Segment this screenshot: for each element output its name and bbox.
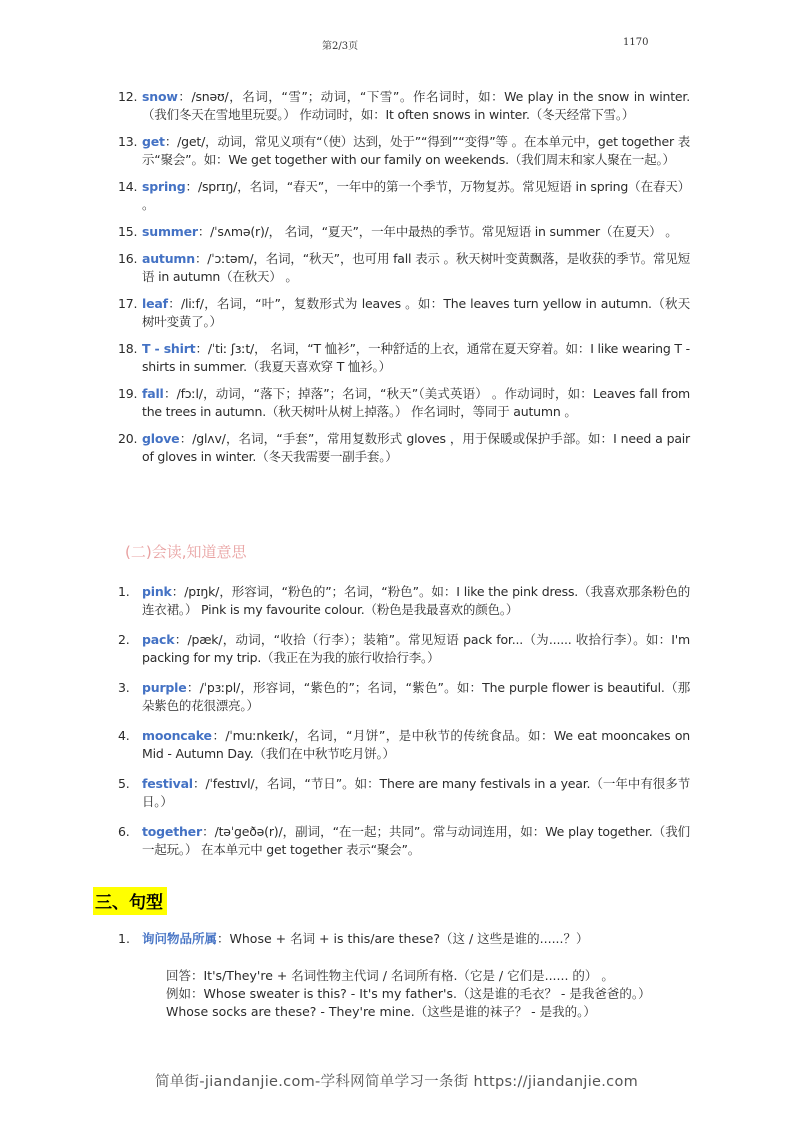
vocab-word: mooncake [142,728,212,743]
item-number: 17. [118,296,138,311]
sub-heading: (二)会读,知道意思 [125,543,247,561]
vocab-item [118,631,690,667]
item-body [142,223,690,241]
item-number: 4. [118,728,130,743]
vocab-word: leaf [142,296,168,311]
sentence-pattern [118,930,690,948]
item-number: 14. [118,179,138,194]
vocab-item [118,178,690,214]
vocab-definition: ：/get/，动词，常见义项有“（使）达到，处于”“得到”“变得”等 。在本单元中，get together 表示“聚会”。如：We get together with our family on weekends.（我们周末和家人聚在一起。） [142,134,690,167]
vocab-definition: ：/liːf/，名词，“叶”，复数形式为 leaves 。如：The leaves turn yellow in autumn.（秋天树叶变黄了。） [142,296,690,329]
item-number: 16. [118,251,138,266]
item-body [142,631,690,667]
item-body [142,727,690,763]
vocab-definition: ：/glʌv/，名词，“手套”，常用复数形式 gloves ，用于保暖或保护手部。如：I need a pair of gloves in winter.（冬天我需要一副手套。） [142,431,690,464]
vocab-item [118,430,690,466]
item-body [142,430,690,466]
item-number: 12. [118,89,138,104]
vocab-word: fall [142,386,164,401]
vocab-definition: ：/snəʊ/，名词，“雪”；动词，“下雪”。作名词时，如：We play in the snow in winter.（我们冬天在雪地里玩耍。） 作动词时，如：It often snows in winter.（冬天经常下雪。） [142,89,690,122]
vocab-word: glove [142,431,180,446]
item-body [142,88,690,124]
vocab-item [118,340,690,376]
vocab-item [118,295,690,331]
vocab-definition: ：/ˈɔːtəm/，名词，“秋天”，也可用 fall 表示 。秋天树叶变黄飘落，是收获的季节。常见短语 in autumn（在秋天） 。 [142,251,690,284]
vocab-item [118,583,690,619]
vocab-list-part2 [118,583,690,871]
item-number: 18. [118,341,138,356]
vocab-word: T - shirt [142,341,196,356]
vocab-word: pink [142,584,172,599]
item-number: 15. [118,224,138,239]
item-number: 19. [118,386,138,401]
vocab-item [118,385,690,421]
vocab-word: spring [142,179,186,194]
vocab-definition: ：/ˈpɜːpl/，形容词，“紫色的”；名词，“紫色”。如：The purple flower is beautiful.（那朵紫色的花很漂亮。） [142,680,690,713]
answer-line: 回答：It's/They're + 名词性物主代词 / 名词所有格.（它是 / 它们是...... 的） 。 [166,968,614,983]
vocab-word: summer [142,224,198,239]
vocab-definition: ：/pɪŋk/，形容词，“粉色的”；名词，“粉色”。如：I like the pink dress.（我喜欢那条粉色的连衣裙。） Pink is my favourite colour.（粉色是我最喜欢的颜色。） [142,584,690,617]
item-body [142,679,690,715]
vocab-word: purple [142,680,187,695]
vocab-item [118,250,690,286]
vocab-item [118,133,690,169]
item-body [142,295,690,331]
vocab-definition: ：/pæk/，动词，“收拾（行李）；装箱”。常见短语 pack for...（为...... 收拾行李）。如：I'm packing for my trip.（我正在为我的旅行收拾行李。） [142,632,690,665]
item-body [142,775,690,811]
item-body [142,340,690,376]
item-number: 20. [118,431,138,446]
item-body [142,250,690,286]
vocab-item [118,88,690,124]
vocab-word: autumn [142,251,195,266]
vocab-list-part1 [118,88,690,475]
answer-line: Whose socks are these? - They're mine.（这些是谁的袜子？ - 是我的。） [166,1004,596,1019]
section-heading: 三、句型 [93,887,167,915]
item-number: 3. [118,680,130,695]
vocab-item [118,775,690,811]
vocab-word: get [142,134,165,149]
vocab-definition: ：/təˈgeðə(r)/，副词，“在一起；共同”。常与动词连用，如：We play together.（我们一起玩。） 在本单元中 get together 表示“聚会”。 [142,824,690,857]
vocab-definition: ：/ˈmuːnkeɪk/，名词，“月饼”，是中秋节的传统食品。如：We eat mooncakes on Mid - Autumn Day.（我们在中秋节吃月饼。） [142,728,690,761]
item-number: 13. [118,134,138,149]
vocab-definition: ：/ˈsʌmə(r)/， 名词，“夏天”，一年中最热的季节。常见短语 in summer（在夏天） 。 [197,224,678,239]
vocab-item [118,727,690,763]
vocab-definition: ：/fɔːl/，动词，“落下；掉落”；名词，“秋天”（美式英语） 。作动词时，如：Leaves fall from the trees in autumn.（秋天树叶从树上掉落。） 作名词时，等同于 autumn 。 [142,386,690,419]
page-number: 第2/3页 [322,41,359,52]
vocab-definition: ：/sprɪŋ/，名词，“春天”，一年中的第一个季节，万物复苏。常见短语 in spring（在春天） 。 [142,179,690,212]
item-body [142,823,690,859]
item-body [142,583,690,619]
item-number: 2. [118,632,130,647]
vocab-item [118,223,690,241]
vocab-word: snow [142,89,178,104]
item-number: 1. [118,584,130,599]
item-body [142,178,690,214]
vocab-word: pack [142,632,175,647]
vocab-definition: ：/ˈfestɪvl/，名词，“节日”。如：There are many festivals in a year.（一年中有很多节日。） [142,776,690,809]
pattern-title: 询问物品所属 [142,931,218,946]
item-body [142,385,690,421]
footer: 简单街-jiandanjie.com-学科网简单学习一条街 https://jiandanjie.com [154,1074,639,1090]
pattern-number: 1. [118,931,130,946]
vocab-definition: ：/ˈtiː ʃɜːt/， 名词，“T 恤衫”，一种舒适的上衣，通常在夏天穿着。如：I like wearing T - shirts in summer.（我夏天喜欢穿 T 恤衫。） [142,341,690,374]
pattern-text: ：Whose + 名词 + is this/are these?（这 / 这些是谁的......？） [217,931,589,946]
item-number: 6. [118,824,130,839]
vocab-item [118,823,690,859]
item-number: 5. [118,776,130,791]
item-body [142,133,690,169]
answer-line: 例如：Whose sweater is this? - It's my father's.（这是谁的毛衣？ - 是我爸爸的。） [166,986,651,1001]
vocab-word: festival [142,776,193,791]
pattern-answer [166,967,696,1021]
vocab-word: together [142,824,202,839]
document-id: 1170 [623,37,649,48]
vocab-item [118,679,690,715]
